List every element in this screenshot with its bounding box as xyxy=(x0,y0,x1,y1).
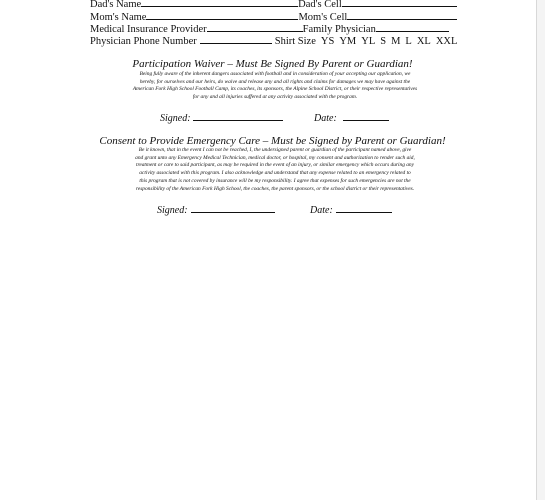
moms-name-field[interactable] xyxy=(146,10,298,20)
insurance-provider-label: Medical Insurance Provider xyxy=(90,24,207,35)
consent-line: activity associated with this program. I also acknowledge and understand that any expense related to an emergency related to xyxy=(139,170,411,177)
shirt-size-xl[interactable]: XL xyxy=(416,36,431,47)
consent-date-field[interactable] xyxy=(336,203,392,213)
waiver-line: Being fully aware of the inherent dangers associated with football and in consideration of your accepting our application, we xyxy=(139,71,411,77)
waiver-line: hereby, for ourselves and our heirs, do waive and release any and all rights and claims for damages we may have against the xyxy=(139,78,411,85)
shirt-size-label: Shirt Size xyxy=(274,36,316,47)
dads-name-field[interactable] xyxy=(141,0,298,7)
waiver-date-field[interactable] xyxy=(343,111,389,121)
dads-cell-field[interactable] xyxy=(342,0,457,7)
consent-line: treatment or care to said participant, as may be required in the event of an injury, or similar emergency which occurs during any xyxy=(135,162,415,169)
physician-phone-field[interactable] xyxy=(200,34,272,44)
physician-phone-label: Physician Phone Number xyxy=(90,36,197,47)
shirt-size-ym[interactable]: YM xyxy=(339,36,357,47)
shirt-size-yl[interactable]: YL xyxy=(361,36,376,47)
shirt-size-ys[interactable]: YS xyxy=(320,36,335,47)
family-physician-label: Family Physician xyxy=(302,24,376,35)
waiver-line: American Fork High School Football Camp, its coaches, its sponsors, the Alpine School District, or their respective representatives xyxy=(132,86,418,93)
consent-date-row xyxy=(310,203,392,216)
dads-cell-label: Dad's Cell xyxy=(298,0,342,10)
consent-line: Be it known, that in the event I can not be reached, I, the undersigned parent or guardian of the participant named above, give xyxy=(138,147,412,153)
waiver-signed-label: Signed: xyxy=(160,113,191,124)
family-physician-field[interactable] xyxy=(376,22,449,32)
moms-cell-label: Mom's Cell xyxy=(298,12,348,23)
consent-text xyxy=(88,147,462,193)
waiver-date-label: Date: xyxy=(314,113,337,124)
consent-signature-field[interactable] xyxy=(191,203,275,213)
shirt-size-m[interactable]: M xyxy=(391,36,401,47)
consent-signature-row xyxy=(157,203,275,216)
insurance-provider-field[interactable] xyxy=(207,22,303,32)
consent-line: this program that is not covered by insurance will be my responsibility. I agree that expenses for such emergencies are not the xyxy=(139,177,411,184)
physician-phone-row xyxy=(90,34,457,48)
dads-name-label: Dad's Name xyxy=(90,0,142,10)
waiver-date-row xyxy=(314,111,389,124)
shirt-size-s[interactable]: S xyxy=(380,36,387,47)
shirt-size-xxl[interactable]: XXL xyxy=(435,36,458,47)
scrollbar[interactable] xyxy=(536,0,545,500)
waiver-signature-row xyxy=(160,111,283,124)
moms-name-label: Mom's Name xyxy=(90,12,147,23)
waiver-text xyxy=(88,71,462,102)
waiver-signature-field[interactable] xyxy=(193,111,283,121)
shirt-size-l[interactable]: L xyxy=(405,36,412,47)
consent-line: and grant unto any Emergency Medical Technician, medical doctor, or hospital, my consent and authorization to render such aid, xyxy=(135,154,415,161)
consent-signed-label: Signed: xyxy=(157,205,188,216)
consent-line: responsibility of the American Fork High School, the coaches, the parent sponsors, or the school district or their representatives. xyxy=(135,185,415,192)
consent-heading: Consent to Provide Emergency Care – Must be Signed by Parent or Guardian! xyxy=(99,135,446,147)
waiver-line: for any and all injuries suffered at any activity associated with the program. xyxy=(192,94,358,101)
waiver-heading: Participation Waiver – Must Be Signed By Parent or Guardian! xyxy=(132,58,413,70)
moms-cell-field[interactable] xyxy=(347,10,457,20)
consent-date-label: Date: xyxy=(310,205,333,216)
